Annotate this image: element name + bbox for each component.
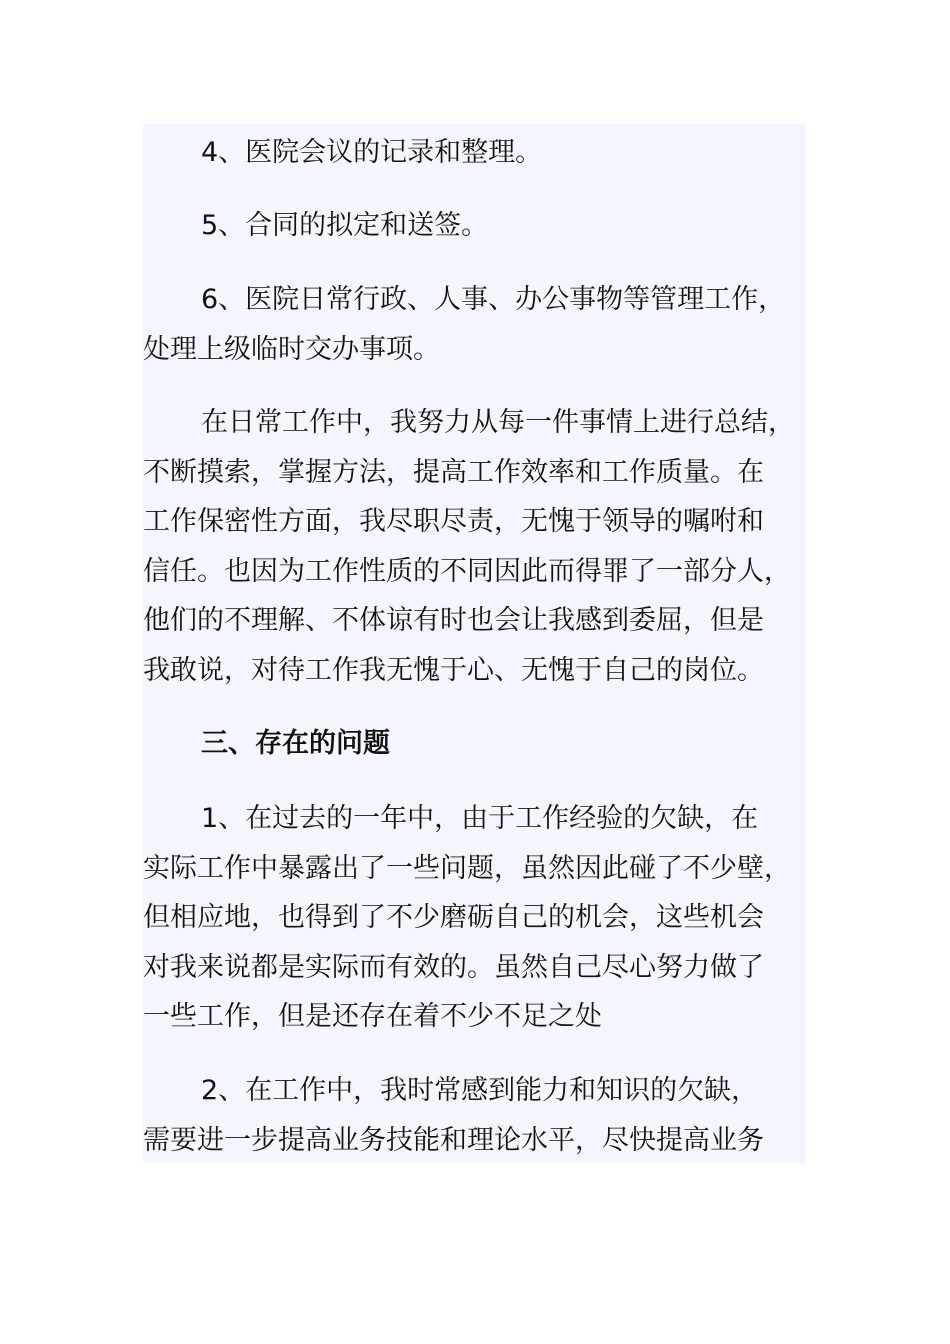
section-heading [143,719,806,769]
paragraph-item-5 [143,201,806,251]
text-line: 我敢说，对待工作我无愧于心、无愧于自己的岗位。 [143,654,764,686]
paragraph-problem-2 [143,1066,806,1165]
paragraph-item-4 [143,128,806,178]
text-line: 不断摸索，掌握方法，提高工作效率和工作质量。在 [143,456,764,488]
text-line: 他们的不理解、不体谅有时也会让我感到委屈，但是 [143,605,764,636]
text-line: 但相应地，也得到了不少磨砺自己的机会，这些机会 [143,902,764,933]
text-line: 在日常工作中，我努力从每一件事情上进行总结， [201,407,795,438]
text-line: 5、合同的拟定和送签。 [201,210,489,241]
text-line: 处理上级临时交办事项。 [143,333,440,365]
paragraph-summary [143,398,806,695]
text-line: 1、在过去的一年中，由于工作经验的欠缺，在 [201,803,759,834]
text-line: 一些工作，但是还存在着不少不足之处 [143,1001,602,1032]
text-line: 需要进一步提高业务技能和理论水平，尽快提高业务 [143,1124,764,1156]
text-line: 2、在工作中，我时常感到能力和知识的欠缺， [201,1075,759,1106]
paragraph-item-6 [143,275,806,374]
text-line: 工作保密性方面，我尽职尽责，无愧于领导的嘱咐和 [143,506,764,537]
paragraph-problem-1 [143,794,806,1042]
text-line: 6、医院日常行政、人事、办公事物等管理工作， [201,284,786,315]
text-line: 对我来说都是实际而有效的。虽然自己尽心努力做了 [143,951,764,983]
text-line: 4、医院会议的记录和整理。 [201,137,543,168]
text-line: 实际工作中暴露出了一些问题，虽然因此碰了不少壁， [143,852,791,884]
heading-text: 三、存在的问题 [201,728,390,759]
text-line: 信任。也因为工作性质的不同因此而得罪了一部分人， [143,555,791,587]
